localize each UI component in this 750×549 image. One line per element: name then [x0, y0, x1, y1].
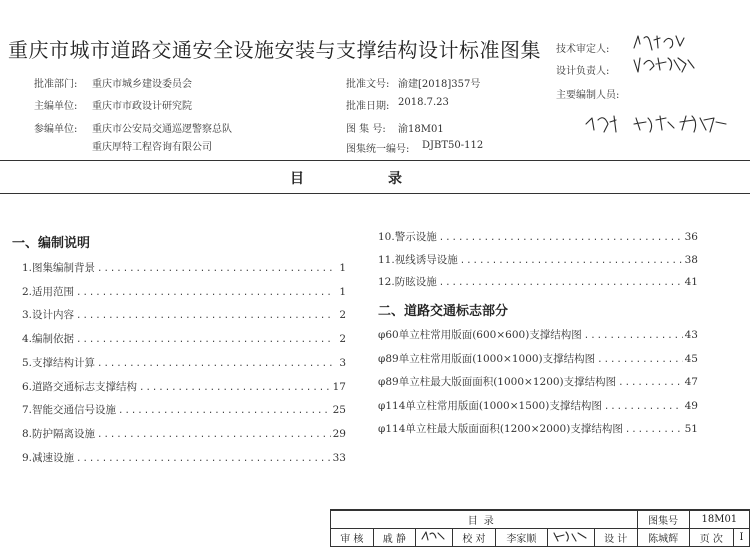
section-heading-1: 一、编制说明	[12, 236, 91, 251]
participant-2: 重庆厚特工程咨询有限公司	[92, 142, 212, 153]
atlas-title: 重庆市城市道路交通安全设施安装与支撑结构设计标准图集	[8, 38, 541, 62]
toc-sign-item-1[interactable]	[378, 327, 698, 342]
checker-signature	[552, 529, 590, 543]
toc-leader-dots	[439, 278, 683, 288]
toc-item-title: φ89单立柱最大版面面积(1000×1200)支撑结构图	[378, 376, 617, 388]
approval-dept-value: 重庆市城乡建设委员会	[92, 79, 192, 90]
toc-item-title: 9.减速设施	[22, 451, 75, 464]
toc-leader-dots	[139, 383, 331, 393]
toc-item-title: 3.设计内容	[22, 309, 75, 322]
header-divider	[0, 160, 750, 161]
toc-right-item-2[interactable]	[378, 252, 698, 267]
toc-item-title: φ89单立柱常用版面(1000×1000)支撑结构图	[378, 352, 596, 365]
toc-item-title: 5.支撑结构计算	[22, 356, 96, 369]
title-block-check-label: 校 对	[453, 529, 496, 547]
toc-item-title: 1.图集编制背景	[22, 262, 96, 274]
editor-unit-value: 重庆市市政设计研究院	[92, 101, 192, 112]
toc-leader-dots	[604, 402, 683, 412]
toc-item-title: φ114单立柱最大版面面积(1200×2000)支撑结构图	[378, 423, 623, 435]
toc-leader-dots	[97, 430, 331, 440]
toc-left-item-7[interactable]	[22, 402, 346, 417]
title-block-review-label: 审 核	[331, 529, 374, 547]
toc-leader-dots	[76, 335, 332, 345]
title-block-reviewer: 戚 静	[373, 529, 416, 547]
toc-item-page: 29	[332, 427, 346, 440]
toc-leader-dots	[618, 378, 682, 388]
design-lead-label: 设计负责人:	[556, 66, 610, 77]
toc-right-item-1[interactable]	[378, 229, 698, 244]
toc-sign-item-5[interactable]	[378, 421, 698, 436]
reviewer-signature-cell	[416, 529, 453, 547]
toc-leader-dots	[97, 359, 332, 369]
participant-label: 参编单位:	[34, 124, 78, 135]
toc-item-page: 33	[332, 451, 346, 464]
atlas-no-value: 渝18M01	[398, 124, 444, 135]
atlas-no-label: 图 集 号:	[346, 124, 386, 135]
title-block-page-label: 页 次	[689, 529, 733, 547]
toc-left-item-5[interactable]	[22, 355, 346, 370]
title-block	[330, 510, 750, 547]
toc-item-title: 6.道路交通标志支撑结构	[22, 380, 138, 393]
toc-leader-dots	[97, 264, 332, 274]
toc-leader-dots	[584, 331, 683, 341]
contents-divider	[0, 193, 750, 194]
toc-item-title: 12.防眩设施	[378, 276, 437, 288]
approval-date-label: 批准日期:	[346, 101, 390, 112]
toc-item-title: 8.防护隔离设施	[22, 427, 96, 440]
toc-leader-dots	[76, 454, 331, 464]
toc-left-item-4[interactable]	[22, 331, 346, 346]
toc-leader-dots	[76, 288, 332, 298]
unified-no-value: DJBT50-112	[422, 140, 484, 151]
participant-1: 重庆市公安局交通巡逻警察总队	[92, 124, 232, 135]
toc-left-item-1[interactable]	[22, 260, 346, 275]
toc-item-page: 36	[684, 231, 698, 243]
toc-item-page: 2	[339, 309, 346, 322]
toc-item-page: 38	[684, 253, 698, 266]
main-editors-signatures	[582, 110, 732, 138]
title-block-name: 目录	[331, 511, 638, 529]
unified-no-label: 图集统一编号:	[346, 144, 410, 155]
title-block-design-label: 设 计	[594, 529, 637, 547]
toc-item-page: 2	[339, 333, 346, 346]
toc-item-title: 4.编制依据	[22, 333, 75, 346]
reviewer-signature	[420, 529, 448, 543]
design-lead-signature	[630, 52, 700, 76]
toc-left-item-6[interactable]	[22, 379, 346, 394]
toc-leader-dots	[460, 256, 683, 266]
toc-item-title: 2.适用范围	[22, 285, 75, 298]
toc-item-page: 1	[339, 285, 346, 298]
doc-no-value: 渝建[2018]357号	[398, 79, 481, 90]
approval-date-value: 2018.7.23	[398, 97, 449, 108]
contents-title-right: 录	[388, 171, 402, 187]
toc-item-page: 3	[339, 356, 346, 369]
toc-item-page: 17	[332, 380, 346, 393]
toc-left-item-9[interactable]	[22, 450, 346, 465]
checker-signature-cell	[547, 529, 594, 547]
toc-leader-dots	[625, 425, 683, 435]
toc-item-page: 45	[684, 352, 698, 365]
toc-leader-dots	[597, 355, 682, 365]
toc-left-item-2[interactable]	[22, 284, 346, 299]
toc-left-item-3[interactable]	[22, 307, 346, 322]
toc-sign-item-4[interactable]	[378, 398, 698, 413]
toc-item-title: φ60单立柱常用版面(600×600)支撑结构图	[378, 329, 582, 341]
tech-review-label: 技术审定人:	[556, 44, 610, 55]
contents-title-left: 目	[290, 171, 304, 187]
title-block-designer: 陈城辉	[637, 529, 689, 547]
toc-item-page: 25	[332, 404, 346, 417]
title-block-page-value: I	[733, 529, 749, 547]
approval-dept-label: 批准部门:	[34, 79, 78, 90]
toc-right-item-3[interactable]	[378, 274, 698, 289]
toc-leader-dots	[76, 311, 332, 321]
toc-item-title: φ114单立柱常用版面(1000×1500)支撑结构图	[378, 399, 602, 412]
toc-item-page: 51	[684, 423, 698, 435]
tech-review-signature	[630, 30, 690, 54]
toc-left-item-8[interactable]	[22, 426, 346, 441]
main-editors-label: 主要编制人员:	[556, 90, 620, 101]
toc-item-title: 10.警示设施	[378, 231, 437, 243]
toc-leader-dots	[439, 233, 683, 243]
toc-item-page: 49	[684, 399, 698, 412]
toc-item-page: 41	[684, 276, 698, 288]
toc-sign-item-2[interactable]	[378, 351, 698, 366]
toc-item-title: 7.智能交通信号设施	[22, 404, 117, 417]
title-block-atlas-label: 图集号	[637, 511, 689, 529]
toc-sign-item-3[interactable]	[378, 374, 698, 389]
toc-item-page: 47	[684, 376, 698, 388]
doc-no-label: 批准文号:	[346, 79, 390, 90]
title-block-checker: 李家顺	[495, 529, 547, 547]
title-block-atlas-value: 18M01	[689, 511, 749, 529]
section-heading-2: 二、道路交通标志部分	[378, 304, 509, 319]
toc-item-title: 11.视线诱导设施	[378, 253, 458, 266]
editor-unit-label: 主编单位:	[34, 101, 78, 112]
toc-leader-dots	[118, 406, 331, 416]
toc-item-page: 1	[339, 262, 346, 274]
toc-item-page: 43	[684, 329, 698, 341]
